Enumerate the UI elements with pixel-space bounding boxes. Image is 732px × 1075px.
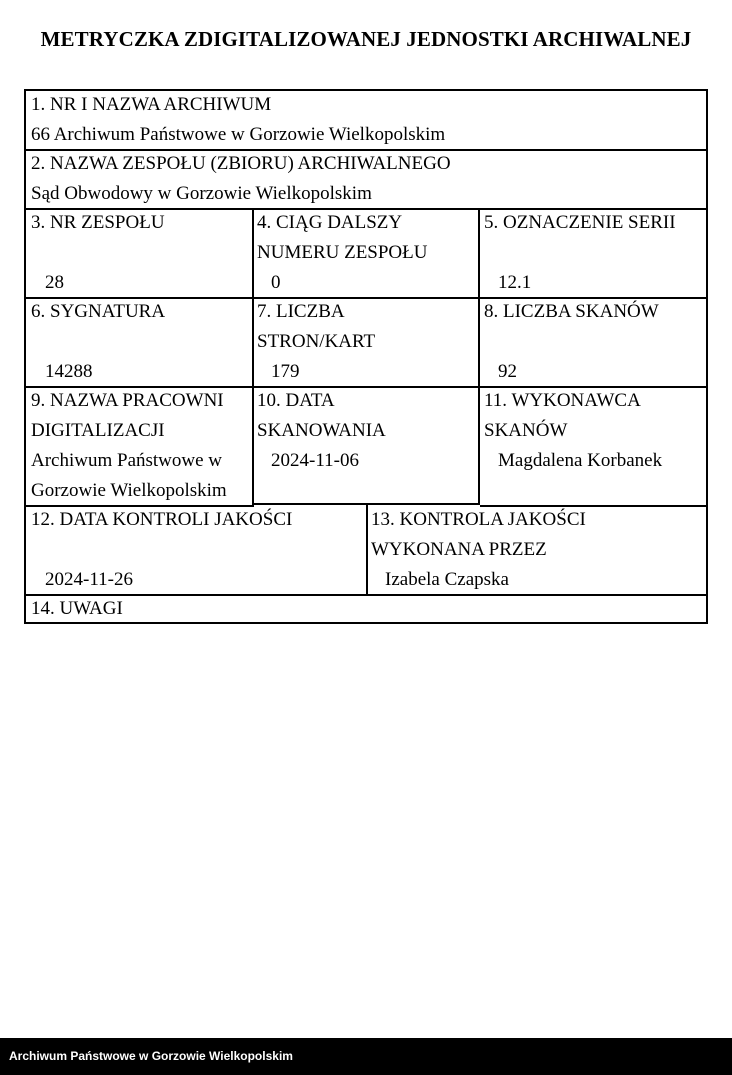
field-6-label: 6. SYGNATURA xyxy=(31,301,166,322)
field-5-value: 12.1 xyxy=(498,272,532,293)
field-10-label-line-1: 10. DATA xyxy=(257,390,335,411)
field-10-label-line-2: SKANOWANIA xyxy=(257,420,386,441)
field-4-label-line-1: 4. CIĄG DALSZY xyxy=(257,212,403,233)
col-divider-1 xyxy=(252,208,254,505)
field-8-value: 92 xyxy=(498,361,517,382)
metadata-card xyxy=(24,89,708,624)
field-1-value: 66 Archiwum Państwowe w Gorzowie Wielkopolskim xyxy=(31,124,446,145)
field-1-label: 1. NR I NAZWA ARCHIWUM xyxy=(31,94,272,115)
footer-bar xyxy=(0,1038,732,1075)
field-7-label-line-2: STRON/KART xyxy=(257,331,376,352)
field-3-label: 3. NR ZESPOŁU xyxy=(31,212,165,233)
field-9-label-line-2: DIGITALIZACJI xyxy=(31,420,165,441)
field-11-label-line-2: SKANÓW xyxy=(484,420,568,441)
field-2-value: Sąd Obwodowy w Gorzowie Wielkopolskim xyxy=(31,183,372,204)
field-4-label-line-2: NUMERU ZESPOŁU xyxy=(257,242,428,263)
field-3-value: 28 xyxy=(45,272,64,293)
document-title: METRYCZKA ZDIGITALIZOWANEJ JEDNOSTKI ARCHIWALNEJ xyxy=(40,27,692,51)
field-13-label-line-1: 13. KONTROLA JAKOŚCI xyxy=(371,509,586,530)
col-divider-3 xyxy=(366,505,368,594)
field-11-value: Magdalena Korbanek xyxy=(498,450,663,471)
field-13-label-line-2: WYKONANA PRZEZ xyxy=(371,539,547,560)
field-6-value: 14288 xyxy=(45,361,93,382)
col-divider-2 xyxy=(478,208,480,505)
field-8-label: 8. LICZBA SKANÓW xyxy=(484,301,659,322)
field-9-value-line-1: Archiwum Państwowe w xyxy=(31,450,223,471)
field-12-label: 12. DATA KONTROLI JAKOŚCI xyxy=(31,509,293,530)
field-12-value: 2024-11-26 xyxy=(45,569,133,590)
field-10-value: 2024-11-06 xyxy=(271,450,359,471)
field-13-value: Izabela Czapska xyxy=(385,569,509,590)
footer-archive-name: Archiwum Państwowe w Gorzowie Wielkopolskim xyxy=(9,1049,293,1063)
field-2-label: 2. NAZWA ZESPOŁU (ZBIORU) ARCHIWALNEGO xyxy=(31,153,451,174)
field-7-label-line-1: 7. LICZBA xyxy=(257,301,345,322)
field-5-label: 5. OZNACZENIE SERII xyxy=(484,212,676,233)
field-14-label: 14. UWAGI xyxy=(31,598,123,619)
field-4-value: 0 xyxy=(271,272,281,293)
field-11-label-line-1: 11. WYKONAWCA xyxy=(484,390,641,411)
field-9-label-line-1: 9. NAZWA PRACOWNI xyxy=(31,390,224,411)
field-9-value-line-2: Gorzowie Wielkopolskim xyxy=(31,480,227,501)
field-7-value: 179 xyxy=(271,361,300,382)
